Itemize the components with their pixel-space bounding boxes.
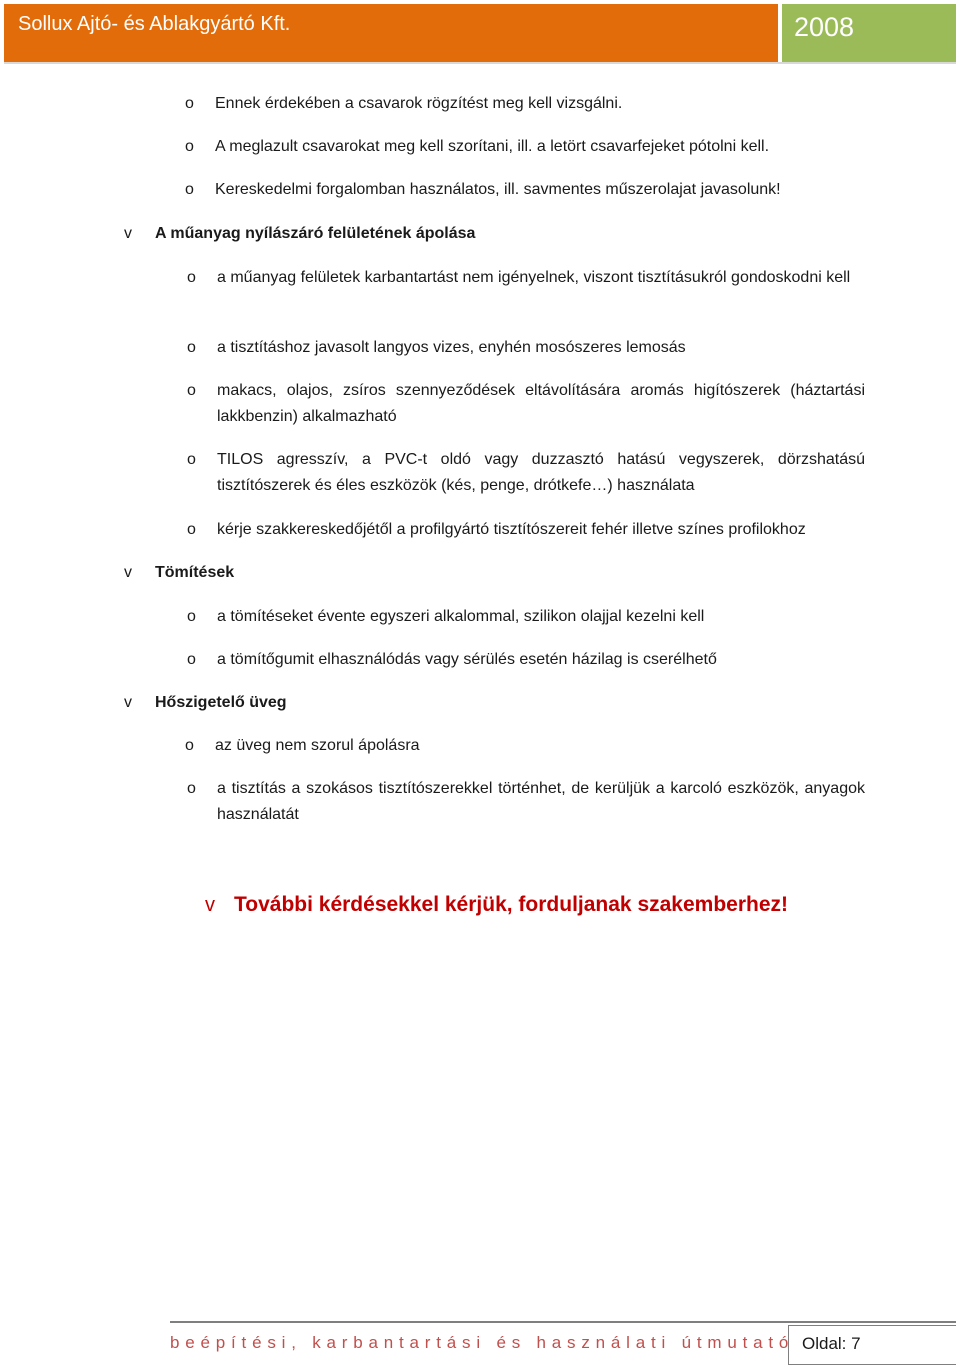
list-item: makacs, olajos, zsíros szennyeződések eltávolítására aromás higítószerek (háztartási lakkbenzin) alkalmazható (217, 382, 865, 425)
sub-bullet: o (187, 269, 196, 286)
list-item: a tömítőgumit elhasználódás vagy sérülés esetén házilag is cserélhető (217, 651, 717, 668)
section-heading: Tömítések (155, 564, 235, 581)
sub-bullet: o (185, 138, 194, 155)
sub-bullet: o (187, 780, 196, 797)
sub-bullet: o (185, 181, 194, 198)
sub-bullet: o (187, 651, 196, 668)
sub-bullet: o (185, 737, 194, 754)
sub-bullet: o (187, 451, 196, 468)
section-bullet: v (124, 694, 132, 711)
header-divider (4, 62, 956, 64)
sub-bullet: o (187, 608, 196, 625)
section-heading: Hőszigetelő üveg (155, 694, 287, 711)
list-item: A meglazult csavarokat meg kell szorítani, ill. a letört csavarfejeket pótolni kell. (215, 138, 770, 155)
list-item: Ennek érdekében a csavarok rögzítést meg kell vizsgálni. (215, 95, 623, 112)
list-item: TILOS agresszív, a PVC-t oldó vagy duzzasztó hatású vegyszerek, dörzshatású tisztítószerek és éles eszközök (kés, penge, drótkefe…) használata (217, 451, 865, 494)
sub-bullet: o (187, 382, 196, 399)
cta-bullet: v (205, 894, 215, 916)
list-item: az üveg nem szorul ápolásra (215, 737, 420, 754)
section-heading: A műanyag nyílászáró felületének ápolása (155, 225, 476, 242)
list-item: a tisztítás a szokásos tisztítószerekkel történhet, de kerüljük a karcoló eszközök, anyagok használatát (217, 780, 865, 823)
footer-guide-title: beépítési, karbantartási és használati útmutató (170, 1333, 795, 1352)
header-year: 2008 (782, 4, 956, 62)
sub-bullet: o (187, 339, 196, 356)
page-number: Oldal: 7 (788, 1325, 956, 1365)
cta-text: További kérdésekkel kérjük, forduljanak szakemberhez! (234, 893, 789, 916)
list-item: kérje szakkereskedőjétől a profilgyártó tisztítószereit fehér illetve színes profilokhoz (217, 521, 806, 538)
sub-bullet: o (187, 521, 196, 538)
footer-divider (170, 1321, 956, 1323)
section-bullet: v (124, 564, 132, 581)
list-item: Kereskedelmi forgalomban használatos, ill. savmentes műszerolajat javasolunk! (215, 181, 781, 198)
sub-bullet: o (185, 95, 194, 112)
list-item: a tömítéseket évente egyszeri alkalommal, szilikon olajjal kezelni kell (217, 608, 705, 625)
list-item: a tisztításhoz javasolt langyos vizes, enyhén mosószeres lemosás (217, 339, 686, 356)
list-item: a műanyag felületek karbantartást nem igényelnek, viszont tisztításukról gondoskodni kell (217, 269, 851, 286)
section-bullet: v (124, 225, 132, 242)
header-company: Sollux Ajtó- és Ablakgyártó Kft. (4, 4, 778, 62)
